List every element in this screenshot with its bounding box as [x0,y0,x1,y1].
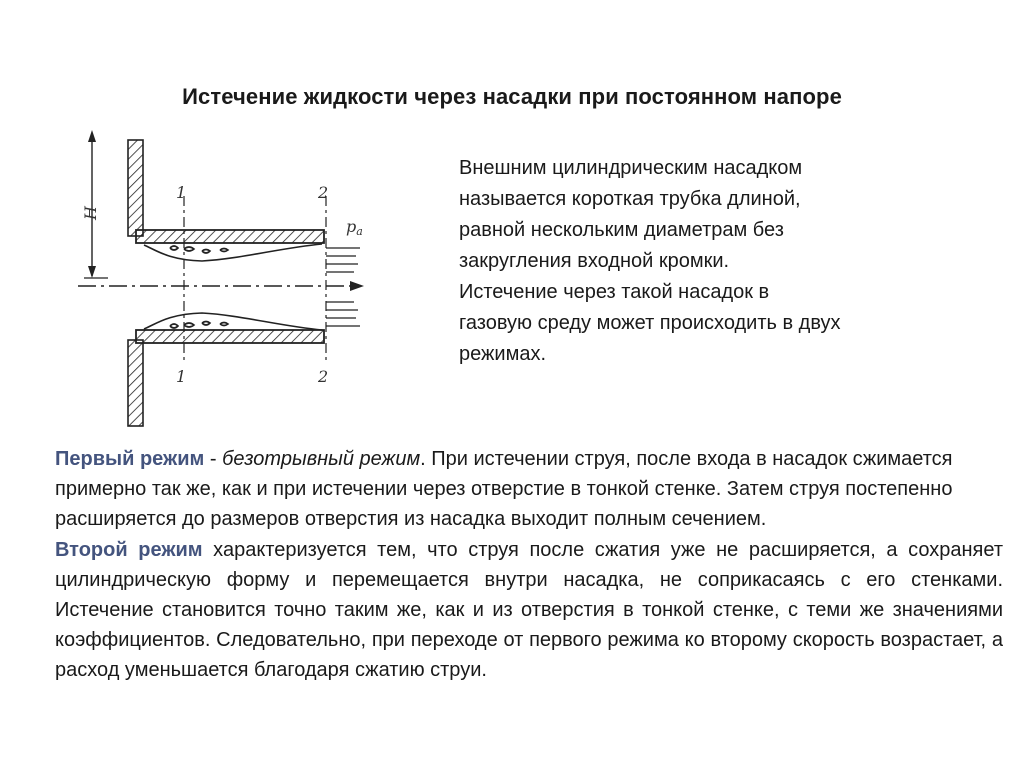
vessel-wall-upper [128,140,143,236]
flow-axis-arrow [78,281,364,291]
pressure-symbol: p [346,217,357,236]
mode-1-dash: - [204,448,223,470]
mode-1-paragraph [55,444,1003,535]
section-2-label-top: 2 [318,183,329,202]
definition-line: Истечение через такой насадок в [459,281,770,303]
mode-1-italic: безотрывный режим [222,448,421,470]
nozzle-diagram [60,118,390,430]
section-1-label-bottom: 1 [176,367,187,386]
nozzle-definition [459,153,979,370]
definition-line: равной нескольким диаметрам без [459,219,784,241]
definition-line: называется короткая трубка длиной, [459,188,801,210]
definition-line: Внешним цилиндрическим насадком [459,157,803,179]
mode-2-keyword: Второй режим [55,538,203,561]
definition-line: газовую среду может происходить в двух [459,312,841,334]
nozzle-wall-top [136,230,324,243]
head-label: H [81,206,100,220]
definition-line: режимах. [459,343,547,365]
mode-1-keyword: Первый режим [55,448,205,470]
page-title: Истечение жидкости через насадки при постоянном напоре [182,84,842,109]
nozzle-wall-bottom [136,330,324,343]
vessel-wall-lower [128,340,143,426]
modes-text [55,444,1003,686]
head-dimension-line [84,130,108,278]
jet-contraction [144,244,322,330]
mode-2-text: характеризуется тем, что струя после сжатия уже не расширяется, а сохраняет цилиндрическую форму и перемещается внутри насадка, не соприкасаясь с его стенками. Истечение становится точно таким же, как и из отверстия в тонкой стенке, с теми же значениями коэффициентов. Следовательно, при переходе от первого режима ко второму скорость возрастает, а расход уменьшается благодаря сжатию струи. [55,538,1003,682]
section-1-label-top: 1 [176,183,187,202]
mode-1-text: . При истечении струя, после входа в насадок сжимается примерно так же, как и при истечении через отверстие в тонкой стенке. Затем струя постепенно расширяется до размеров отверстия из насадка выходит полным сечением. [55,448,953,531]
section-2-label-bottom: 2 [318,367,329,386]
pressure-subscript: a [356,225,363,238]
definition-line: закругления входной кромки. [459,250,730,272]
pressure-label [346,217,363,238]
mode-2-paragraph [55,535,1003,686]
